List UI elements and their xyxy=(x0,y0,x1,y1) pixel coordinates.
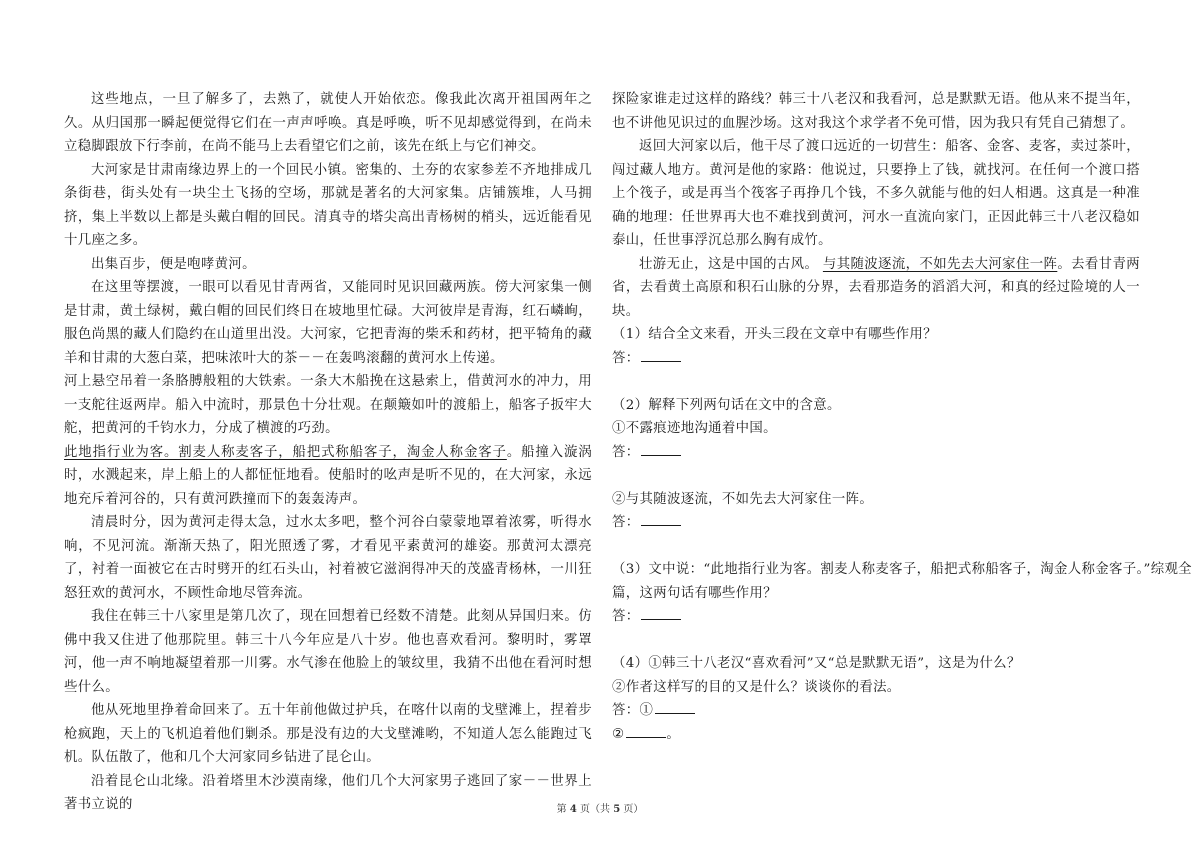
answer-line-1 xyxy=(612,347,1140,371)
spacer xyxy=(612,629,1140,653)
text-line: 不难找到黄河，河水一直流向家门，正因此韩三十八老汉稳如泰山，任世事浮沉总那么胸有成 xyxy=(612,209,1140,248)
text-line: 地尽管奔流。 xyxy=(228,585,312,601)
footer-prefix: 第 xyxy=(556,804,567,815)
text-line: 望着那一川雾。水气渗在他脸上的皱纹里，我猜不出他在看河时想些什么。 xyxy=(64,656,592,695)
text-line: 水力，分成了横渡的巧劲。 xyxy=(173,421,339,436)
text-line: 黄土高原和积石山脉的分界，去看那造务的滔滔大河，和真的经过险境的人一块。 xyxy=(612,280,1140,319)
spacer xyxy=(612,464,1140,488)
paragraph-6 xyxy=(64,441,592,512)
text-line: 当个筏客子再挣几个钱，不多久就能与他的妇人相遇。这真是一种准确的地理：任世界再大也 xyxy=(612,186,1140,225)
paragraph-1 xyxy=(64,88,592,159)
text-line: 古时劈开的红石头山，衬着被它滋润得冲天的茂盛青杨林，一川狂怒狂欢的黄河水，不顾性命 xyxy=(64,562,592,601)
text-line: 味浓叶大的茶－－在轰鸣滚翻的黄河水上传递。 xyxy=(215,350,504,366)
question-3-line-2: 篇，这两句话有哪些作用？ xyxy=(612,585,777,601)
footer-middle: 页（共 xyxy=(580,804,610,815)
question-3: （3）文中说：“此地指行业为客。割麦人称麦客子，船把式称船客子，淘金人称金客子。”综观全 xyxy=(612,562,1192,577)
answer-blank[interactable] xyxy=(641,607,681,620)
paragraph-5 xyxy=(64,370,592,441)
answer-suffix: 。 xyxy=(666,726,681,742)
paragraph-3 xyxy=(64,253,592,277)
text-line: 清晨时分，因为黄河走得太急，过水太多吧，整个河谷白蒙蒙地罩着浓雾，听得水响，不见河 xyxy=(64,515,592,554)
text-line: 河上悬空吊着一条胳膊般粗的大铁索。一条大木船挽在这悬索上，借黄河水的冲力，用一支舵往返 xyxy=(64,374,592,413)
question-4: （4）①韩三十八老汉“喜欢看河”又“总是默默无语”，这是为什么？ xyxy=(612,656,1021,671)
answer-label: 答： xyxy=(612,515,640,530)
paragraph-4 xyxy=(64,276,592,370)
spacer xyxy=(612,370,1140,394)
answer-blank[interactable] xyxy=(626,725,666,738)
text-line: 方。黄河是他的家路：他说过，只要挣上了钱，就找河。在任何一个渡口搭上个筏子，或是再 xyxy=(612,162,1140,201)
text-line: 沿着昆仑山北缘。沿着塔里木沙漠南缘，他们几个大河家男子逃回了家－－世界上著书立说的 xyxy=(64,773,592,812)
answer-label: ② xyxy=(612,726,625,742)
answer-line-2a xyxy=(612,441,1140,465)
text-line: 我住在韩三十八家里是第几次了，现在回想着已经数不清楚。此刻从异国归来。仿佛中我又住 xyxy=(64,609,592,648)
page-footer xyxy=(0,800,1200,815)
text-line: 岸上船上的人都怔怔地看。使船时的吆声是听不见的，在大河家，永远地充斥着河谷的，只有 xyxy=(64,468,592,507)
text-line: 竹。 xyxy=(804,233,832,248)
text-line: 土绿树，戴白帽的回民们终日在坡地里忙碌。大河彼岸是青海，红石嶙峋，服色尚黑的藏人们 xyxy=(64,303,592,342)
text-line: 和几个大河家同乡钻进了昆仑山。 xyxy=(173,750,381,765)
question-1: （1）结合全文来看，开头三段在文章中有哪些作用？ xyxy=(612,327,937,342)
left-column xyxy=(64,88,592,817)
total-pages: 5 xyxy=(613,804,621,815)
answer-label: 答：① xyxy=(612,703,654,718)
text-line: 是头戴白帽的回民。清真寺的塔尖高出青杨树的梢头，远近能看见十几座之多。 xyxy=(64,209,592,248)
underlined-sentence: 此地指行业为客。割麦人称麦客子，船把式称船客子，淘金人称金客子 xyxy=(64,444,507,460)
question-2-item-1: ①不露痕迹地沟通着中国。 xyxy=(612,421,777,436)
text-line: 他从死地里挣着命回来了。五十年前他做过护兵，在喀什以南的戈壁滩上，捏着步枪疯跑，天 xyxy=(64,703,592,742)
text-line: 探险家谁走过这样的路线？韩三十八老汉和我看河，总是默默无语。他从来不提当年，也不讲 xyxy=(612,92,1140,131)
answer-blank[interactable] xyxy=(641,443,681,456)
question-2: （2）解释下列两句话在文中的含意。 xyxy=(612,397,841,413)
text-line: 隐约在山道里出没。大河家，它把青海的柴禾和药材，把平犄角的藏羊和甘肃的大葱白菜，把 xyxy=(64,327,592,366)
answer-line-2b xyxy=(612,511,1140,535)
answer-line-4a xyxy=(612,699,1140,723)
paragraph-2 xyxy=(64,159,592,253)
answer-line-3 xyxy=(612,605,1140,629)
text-line: 进了他那院里。韩三十八今年应是八十岁。他也喜欢看河。黎明时，雾罩河，他一声不响地凝 xyxy=(64,632,593,671)
paragraph-7 xyxy=(64,511,592,605)
text-line: 一瞬起便觉得它们在一声声呼唤。真是呼唤，听不见却感觉得到，在尚未立稳脚跟放下行李前， xyxy=(64,115,592,154)
text-line: 这些地点，一旦了解多了，去熟了，就使人开始依恋。像我此次离开祖国两年之久。从归国那 xyxy=(64,92,592,131)
text-line: 上的飞机追着他们剿杀。那是没有边的大戈壁滩哟，不知道人怎么能跑过飞机。队伍散了，他 xyxy=(64,726,592,765)
text-line: 头处有一块尘土飞扬的空场，那就是著名的大河家集。店铺簇堆，人马拥挤，集上半数以上都 xyxy=(64,186,593,225)
paragraph-11 xyxy=(612,135,1140,253)
paragraph-10-continued xyxy=(612,88,1140,135)
text-line: 在尚不能马上去看望它们之前，该先在纸上与它们神交。 xyxy=(201,139,545,154)
underlined-sentence: 与其随波逐流，不如先去大河家住一阵 xyxy=(822,256,1058,272)
answer-blank[interactable] xyxy=(641,513,681,526)
text-line: 在这里等摆渡，一眼可以看见甘青两省，又能同时见识回藏两族。傍大河家集一侧是甘肃，黄 xyxy=(64,280,592,319)
text-line: 两岸。船入中流时，那景色十分壮观。在颠簸如叶的渡船上，船客子扳牢大舵，把黄河的千钧 xyxy=(64,397,592,436)
paragraph-8 xyxy=(64,605,592,699)
answer-blank[interactable] xyxy=(641,349,681,362)
answer-blank[interactable] xyxy=(655,701,695,714)
page-number: 4 xyxy=(569,804,577,815)
text-line: 壮游无止，这是中国的古风。 xyxy=(639,256,823,272)
text-line: 大河家是甘肃南缘边界上的一个回民小镇。密集的、土夯的农家参差不齐地排成几条街巷，街 xyxy=(64,162,592,201)
paragraph-9 xyxy=(64,699,592,770)
text-line: 黄河跌撞而下的轰轰涛声。 xyxy=(201,491,367,507)
spacer xyxy=(612,535,1140,559)
question-2-item-2: ②与其随波逐流，不如先去大河家住一阵。 xyxy=(612,491,874,507)
footer-suffix: 页） xyxy=(623,804,644,815)
text-line: 他见识过的血腥沙场。这对我这个求学者不免可惜，因为我只有凭自己猜想了。 xyxy=(653,115,1135,131)
answer-label: 答： xyxy=(612,350,640,366)
answer-line-4b xyxy=(612,723,1140,747)
answer-label: 答： xyxy=(612,609,640,624)
text-line: 。去看甘青两省，去看 xyxy=(612,256,1140,295)
text-line: 。船撞入漩涡时，水溅起来， xyxy=(64,444,592,483)
text-line: 返回大河家以后，他干尽了渡口远近的一切营生：船客、金客、麦客，卖过茶叶，闯过藏人地 xyxy=(612,139,1140,178)
question-4-line-2: ②作者这样写的目的又是什么？谈谈你的看法。 xyxy=(612,679,901,695)
text-line: 出集百步，便是咆哮黄河。 xyxy=(91,256,256,272)
paragraph-12 xyxy=(612,253,1140,324)
answer-label: 答： xyxy=(612,444,640,460)
text-line: 流。渐渐天热了，阳光照透了雾，才看见平素黄河的雄姿。那黄河太漂亮了，衬着一面被它在 xyxy=(64,538,593,577)
right-column xyxy=(612,88,1192,746)
